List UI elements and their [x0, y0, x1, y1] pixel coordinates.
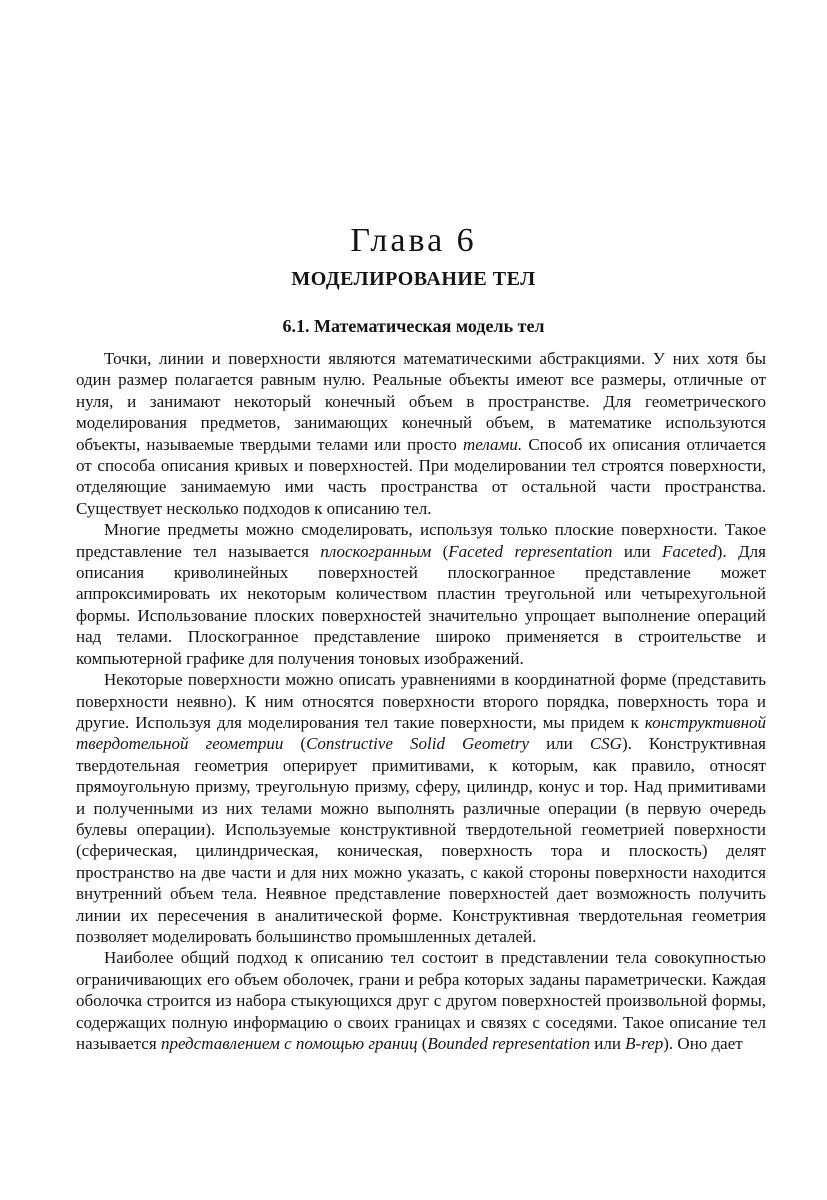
text-run: (	[417, 1034, 428, 1053]
paragraph-1	[76, 348, 766, 519]
text-run: или	[529, 734, 590, 754]
text-run: Некоторые поверхности можно описать уравнениями в координатной форме (представить поверхности неявно). К ним относятся поверхности второго порядка, поверхность тора и другие. Используя для моделирования тел такие поверхности, мы придем к	[76, 670, 766, 732]
paragraph-3	[76, 669, 766, 947]
chapter-number: Глава 6	[350, 222, 477, 259]
italic-term: Bounded representation	[427, 1034, 590, 1053]
text-run: или	[612, 541, 662, 561]
section-title: 6.1. Математическая модель тел	[282, 316, 545, 336]
italic-term: телами.	[463, 434, 523, 454]
italic-term: представлением с помощью границ	[160, 1034, 418, 1053]
text-run: или	[589, 1034, 626, 1053]
text-run: (	[283, 734, 307, 754]
text-run: (	[431, 541, 449, 561]
italic-term: плоскогранным	[320, 541, 432, 561]
paragraph-2	[76, 519, 766, 669]
italic-term: CSG	[589, 734, 622, 754]
italic-term: конструктивной твердотельной геометрии	[76, 712, 766, 754]
text-run: Многие предметы можно смоделировать, используя только плоские поверхности. Такое представление тел называется	[76, 520, 766, 561]
text-run: ). Конструктивная твердотельная геометрия оперирует примитивами, к которым, как правило, относят прямоугольную призму, треугольную призму, сферу, цилиндр, конус и тор. Над примитивами и полученными из них телами можно выполнять различные операции (в первую очередь булевы операции). Используемые конструктивной твердотельной геометрией поверхности (сферическая, цилиндрическая, коническая, поверхность тора и плоскость) делят пространство на две части и для них можно указать, с какой стороны поверхности находится внутренний объем тела. Неявное представление поверхностей дает возможность получить линии их пересечения в аналитической форме. Конструктивная твердотельная геометрия позволяет моделировать большинство промышленных деталей.	[76, 734, 766, 946]
text-run: Наиболее общий подход к описанию тел состоит в представлении тела совокупностью ограничивающих его объем оболочек, грани и ребра которых заданы параметрически. Каждая оболочка строится из набора стыкующихся друг с другом поверхностей произвольной формы, содержащих полную информацию о своих границах и связях с соседями. Такое описание тел называется	[76, 948, 766, 1053]
text-run: ). Оно дает	[663, 1034, 743, 1053]
paragraph-4	[76, 947, 766, 1054]
text-run: ). Для описания криволинейных поверхностей плоскогранное представление может аппроксимировать их некоторым количеством пластин треугольной или четырехугольной формы. Использование плоских поверхностей значительно упрощает выполнение операций над телами. Плоскогранное представление широко применяется в строительстве и компьютерной графике для получения тоновых изображений.	[76, 541, 766, 668]
italic-term: Constructive Solid Geometry	[306, 734, 530, 754]
italic-term: B-rep	[625, 1034, 664, 1053]
body-text	[76, 348, 766, 1054]
italic-term: Faceted representation	[448, 541, 613, 561]
chapter-title: МОДЕЛИРОВАНИЕ ТЕЛ	[291, 268, 536, 290]
text-run: Способ их описания отличается от способа описания кривых и поверхностей. При моделировании тел строятся поверхности, отделяющие занимаемую ими часть пространства от остальной части пространства. Существует несколько подходов к описанию тел.	[76, 434, 766, 518]
text-run: Точки, линии и поверхности являются математическими абстракциями. У них хотя бы один размер полагается равным нулю. Реальные объекты имеют все размеры, отличные от нуля, и занимают некоторый конечный объем в пространстве. Для геометрического моделирования предметов, занимающих конечный объем, в математике используются объекты, называемые твердыми телами или просто	[76, 349, 766, 454]
italic-term: Faceted	[661, 541, 717, 561]
